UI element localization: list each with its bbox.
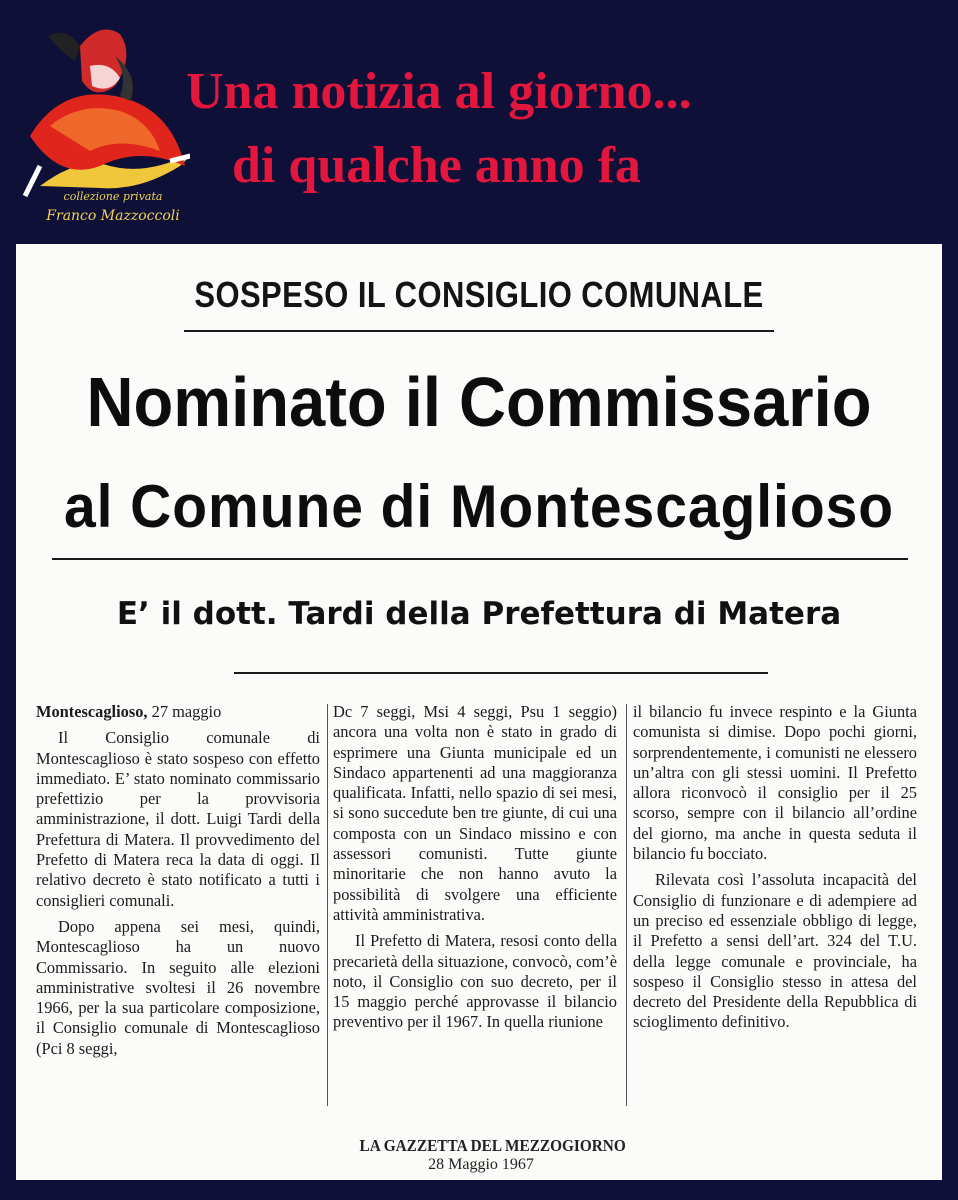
subheadline: E’ il dott. Tardi della Prefettura di Matera [116, 596, 842, 632]
paragraph: Rilevata così l’assoluta incapacità del Consiglio di funzionare e di adempiere ad un preciso ed essenziale obbligo di legge, il Prefetto a sensi dell’art. 324 del T.U. della legge comunale e provinciale, ha sospeso il Consiglio stesso in attesa del decreto del Presidente della Repubblica di scioglimento definitivo. [633, 870, 917, 1032]
paragraph: Il Prefetto di Matera, resosi conto della precarietà della situazione, convocò, com’è noto, il Consiglio con suo decreto, per il 15 maggio perché approvasse il bilancio preventivo per il 1967. In quella riunione [333, 931, 617, 1032]
dateline-date: 27 maggio [151, 702, 222, 721]
article-column-3 [633, 702, 917, 1039]
paragraph: Il Consiglio comunale di Montescaglioso è stato sospeso con effetto immediato. E’ stato nominato commissario prefettizio per la provvisoria amministrazione, il dott. Luigi Tardi della Prefettura di Matera. Il provvedimento del Prefetto di Matera reca la data di oggi. Il relativo decreto è stato notificato a tutti i consiglieri comunali. [36, 728, 320, 910]
dancer-logo [14, 14, 194, 236]
article-column-2 [333, 702, 617, 1039]
divider [184, 330, 774, 332]
banner-title-line1: Una notizia al giorno... [186, 63, 692, 120]
collection-label: collezione privata [63, 190, 163, 203]
collector-name: Franco Mazzoccoli [46, 208, 180, 224]
dateline-place: Montescaglioso, [36, 702, 148, 721]
article-column-1 [36, 702, 320, 1065]
divider [234, 672, 768, 674]
divider [52, 558, 908, 560]
newspaper-source: LA GAZZETTA DEL MEZZOGIORNO [359, 1136, 626, 1155]
headline-line1: Nominato il Commissario [86, 363, 872, 441]
column-divider [626, 704, 627, 1106]
paragraph: il bilancio fu invece respinto e la Giunta comunista si dimise. Dopo pochi giorni, sorprendentemente, i comunisti ne elessero un’altra con gli stessi uomini. Il Prefetto allora riconvocò il consiglio per il 25 scorso, sempre con il bilancio all’ordine del giorno, ma anche in questa seduta il bilancio fu bocciato. [633, 702, 917, 864]
dancer-illustration-icon [20, 16, 190, 206]
newspaper-clipping [16, 244, 942, 1180]
paragraph: Dc 7 seggi, Msi 4 seggi, Psu 1 seggio) ancora una volta non è stato in grado di esprimere una Giunta municipale ed un Sindaco appartenenti ad una maggioranza qualificata. Infatti, nello spazio di sei mesi, si sono succedute ben tre giunte, di cui una composta con un Sindaco missino e con assessori comunisti. Tutte giunte minoritarie che non hanno avuto la possibilità di svolgere una efficiente attività amministrativa. [333, 702, 617, 924]
headline-line2: al Comune di Montescaglioso [63, 473, 895, 540]
paragraph: Dopo appena sei mesi, quindi, Montescaglioso ha un nuovo Commissario. In seguito alle elezioni amministrative svoltesi il 26 novembre 1966, per la sua particolare composizione, il Consiglio comunale di Montescaglioso (Pci 8 seggi, [36, 916, 320, 1058]
column-divider [327, 704, 328, 1106]
article-kicker: SOSPESO IL CONSIGLIO COMUNALE [194, 274, 764, 315]
banner-title-line2: di qualche anno fa [232, 137, 641, 194]
publication-date: 28 Maggio 1967 [428, 1156, 534, 1173]
